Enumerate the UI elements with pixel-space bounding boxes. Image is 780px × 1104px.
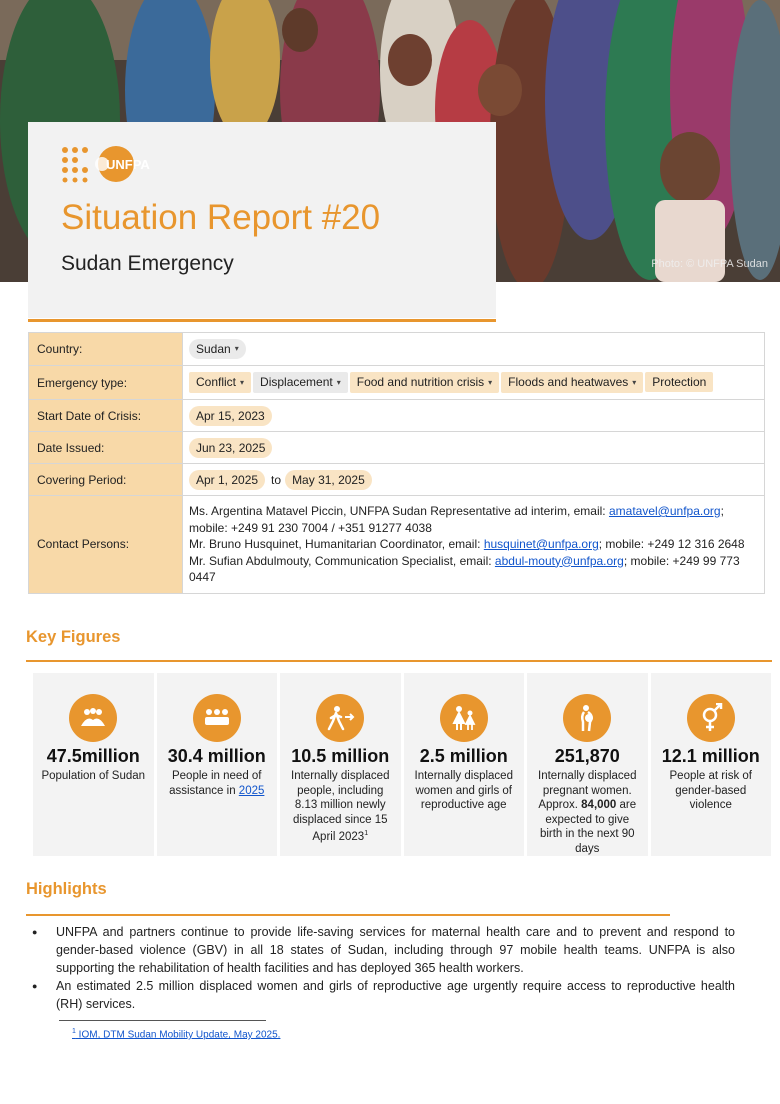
- key-figures-grid: [33, 673, 771, 856]
- period-label: Covering Period:: [29, 464, 183, 496]
- start-date-chip[interactable]: Apr 15, 2023: [189, 406, 272, 426]
- chevron-down-icon: ▾: [632, 377, 637, 387]
- title-card: [28, 122, 496, 318]
- page-subtitle: Sudan Emergency: [61, 252, 234, 275]
- pregnant-woman-icon: [563, 694, 611, 742]
- page-title: Situation Report #20: [61, 198, 381, 237]
- emergency-label: Emergency type:: [29, 366, 183, 400]
- unfpa-logo: [60, 144, 170, 184]
- figure-number: 12.1 million: [661, 746, 760, 766]
- key-figures-divider: [26, 660, 772, 662]
- period-from-chip[interactable]: Apr 1, 2025: [189, 470, 265, 490]
- list-item: ● An estimated 2.5 million displaced women and girls of reproductive age urgently require access to reproductive health (RH) services.: [30, 977, 735, 1013]
- period-to-word: to: [271, 472, 282, 487]
- figure-desc: People in need of assistance in 2025: [169, 770, 265, 797]
- country-row: [29, 333, 765, 366]
- year-link[interactable]: 2025: [238, 784, 265, 797]
- contact-2: Mr. Bruno Husquinet, Humanitarian Coordinator, email: husquinet@unfpa.org; mobile: +249 12 316 2648: [189, 537, 745, 551]
- figure-number: 2.5 million: [419, 746, 508, 766]
- contact-3: Mr. Sufian Abdulmouty, Communication Specialist, email: abdul-mouty@unfpa.org; mobile: +249 99 773 0447: [189, 553, 740, 584]
- figure-desc: Internally displaced people, including 8.13 million newly displaced since 15 April 2023$^1$: [291, 770, 390, 843]
- figure-card: [33, 673, 154, 856]
- figure-desc: People at risk of gender-based violence: [669, 770, 752, 811]
- women-girls-icon: [440, 694, 488, 742]
- chevron-down-icon: ▾: [336, 377, 341, 387]
- footnote[interactable]: $^1$ IOM, DTM Sudan Mobility Update, May 2025.: [72, 1028, 281, 1041]
- figure-number: 47.5million: [46, 746, 140, 766]
- emergency-chip-floods[interactable]: Floods and heatwaves ▾: [501, 372, 643, 393]
- emergency-chip-food[interactable]: Food and nutrition crisis ▾: [350, 372, 499, 393]
- population-icon: [69, 694, 117, 742]
- chevron-down-icon: ▾: [234, 344, 239, 354]
- highlights-list: [30, 923, 735, 1013]
- title-divider: [28, 319, 496, 322]
- footnote-marker: 1: [364, 830, 369, 837]
- report-info-table: [28, 332, 765, 594]
- figure-card: [404, 673, 525, 856]
- gender-icon: [687, 694, 735, 742]
- contact-row: [29, 496, 765, 594]
- contact-label: Contact Persons:: [29, 496, 183, 594]
- key-figures-heading: Key Figures: [26, 628, 121, 646]
- figure-card: [157, 673, 278, 856]
- email-link-3[interactable]: abdul-mouty@unfpa.org: [494, 553, 624, 568]
- highlights-heading: Highlights: [26, 880, 107, 898]
- country-chip[interactable]: Sudan ▾: [189, 339, 246, 360]
- email-link-1[interactable]: amatavel@unfpa.org: [608, 504, 721, 518]
- figure-card: [280, 673, 401, 856]
- svg-text:UNFPA: UNFPA: [106, 157, 150, 172]
- emergency-row: [29, 366, 765, 400]
- chevron-down-icon: ▾: [240, 377, 245, 387]
- issued-date-label: Date Issued:: [29, 432, 183, 464]
- chevron-down-icon: ▾: [488, 377, 493, 387]
- figure-number: 30.4 million: [167, 746, 266, 766]
- email-link-2[interactable]: husquinet@unfpa.org: [483, 537, 599, 551]
- period-to-chip[interactable]: May 31, 2025: [285, 470, 372, 490]
- highlights-divider: [26, 914, 670, 916]
- issued-date-chip[interactable]: Jun 23, 2025: [189, 438, 272, 458]
- people-in-need-icon: [193, 694, 241, 742]
- contact-1: Ms. Argentina Matavel Piccin, UNFPA Sudan Representative ad interim, email: amatavel@unfpa.org; mobile: +249 91 230 7004 / +351 91277 4038: [189, 504, 724, 535]
- start-date-row: [29, 400, 765, 432]
- emergency-chip-protection[interactable]: Protection: [645, 372, 713, 392]
- contact-details: [183, 496, 765, 594]
- period-row: [29, 464, 765, 496]
- footnote-divider: [59, 1020, 266, 1021]
- displaced-person-icon: [316, 694, 364, 742]
- figure-desc: Population of Sudan: [41, 770, 146, 782]
- figure-card: [527, 673, 648, 856]
- figure-desc: Internally displaced pregnant women. Approx. 84,000 are expected to give birth in the next 90 days: [538, 770, 637, 855]
- figure-desc: Internally displaced women and girls of reproductive age: [414, 770, 513, 811]
- figure-number: 10.5 million: [291, 746, 390, 766]
- figure-card: [651, 673, 772, 856]
- emergency-chip-displacement[interactable]: Displacement ▾: [253, 372, 348, 393]
- photo-credit: Photo: © UNFPA Sudan: [651, 258, 768, 270]
- issued-date-row: [29, 432, 765, 464]
- figure-number: 251,870: [554, 746, 620, 766]
- country-label: Country:: [29, 333, 183, 366]
- start-date-label: Start Date of Crisis:: [29, 400, 183, 432]
- list-item: ● UNFPA and partners continue to provide life-saving services for maternal health care and to prevent and respond to gender-based violence (GBV) in all 18 states of Sudan, including through 97 mobile health teams. UNFPA is also supporting the rehabilitation of health facilities and has deployed 365 health workers.: [30, 923, 735, 977]
- emergency-chip-conflict[interactable]: Conflict ▾: [189, 372, 251, 393]
